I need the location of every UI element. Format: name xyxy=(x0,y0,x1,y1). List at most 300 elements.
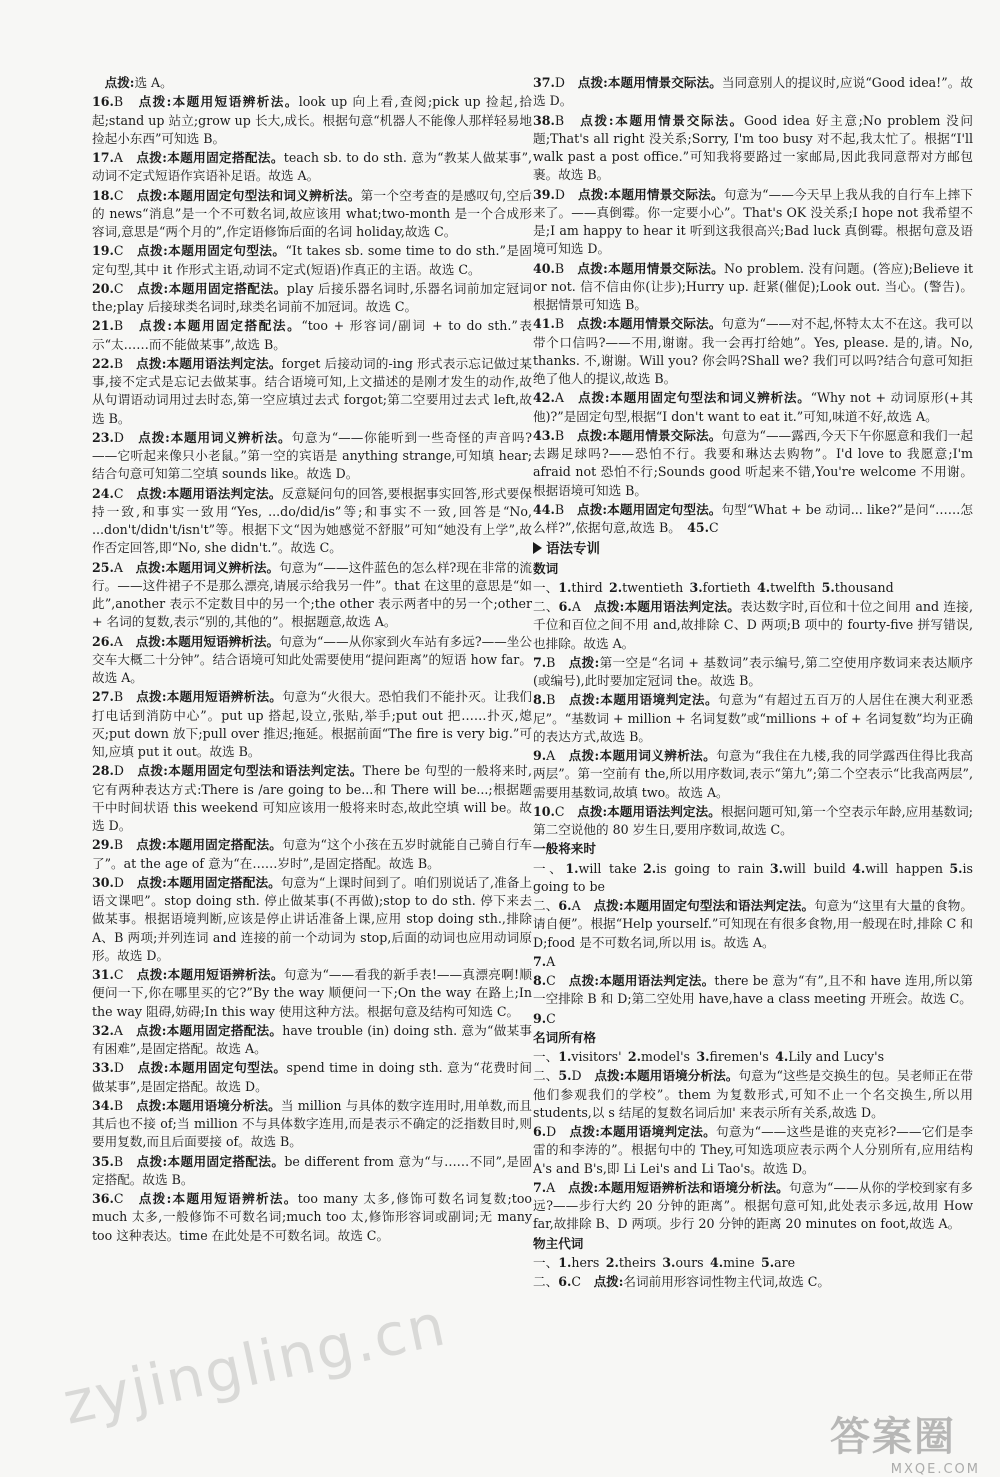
explanation-text: “It takes sb. some time to do sth.”是固定句型,其中 it 作形式主语,动词不定式(短语)作真正的主语。故选 C。 xyxy=(92,243,533,277)
method-keyword: 本题用固定句型法和语法判定法。 xyxy=(623,898,815,913)
hint-label: 点拨: xyxy=(136,485,167,501)
question-number: 44. xyxy=(533,501,555,517)
explanation-text: 句意为“这些是交换生的包。吴老师正在带他们参观我们的学校”。them 为复数形式,可知不止一个名交换生,所以用 students,以 s 结尾的复数名词后加' 来表示所有关系,故选 D。 xyxy=(533,1068,974,1120)
answer-letter: D xyxy=(113,1060,125,1076)
question-number: 7. xyxy=(533,953,547,969)
question-number: 20. xyxy=(92,280,114,296)
question-number: 8. xyxy=(533,973,547,988)
hint-label: 点拨: xyxy=(578,390,610,406)
question-number: 2. xyxy=(627,1049,642,1064)
answer-letter: D xyxy=(113,763,125,779)
fill-answer: theirs xyxy=(618,1254,656,1270)
explanation-text: there be 意为“有”,且不和 have 连用,所以第一空排除 B 和 D;第二空处用 have,have a class meeting 开班会。故选 C。 xyxy=(533,973,974,1007)
answer-entry xyxy=(533,747,973,802)
hint-label: 点拨: xyxy=(593,898,624,913)
question-number: 17. xyxy=(92,150,114,165)
question-number: 34. xyxy=(92,1097,114,1113)
logo-main: 答案圈 xyxy=(830,1414,956,1460)
part-label: 二、 xyxy=(533,1274,559,1289)
explanation-text: 反意疑问句的回答,要根据事实回答,形式要保持一致,和事实一致用“Yes, ...do/did/is”等;和事实不一致,回答是“No, ...don't/didn't/isn't”等。根据下文“因为她感觉不舒服”可知“她没有上学”,故作否定回答,即“No, she didn't.”。故选 C。 xyxy=(92,485,533,556)
answer-entry xyxy=(92,280,532,317)
method-keyword: 本题用语法判定法。 xyxy=(607,803,721,819)
question-number: 35. xyxy=(92,1153,114,1169)
question-number: 22. xyxy=(92,355,114,371)
question-number: 30. xyxy=(92,874,114,890)
answer-entry xyxy=(533,691,973,746)
explanation-text: 当同意别人的提议时,应说“Good idea!”。故选 D。 xyxy=(533,75,974,109)
explanation-text: 表达数字时,百位和十位之间用 and 连接,千位和百位之间不用 and,故排除 C、D 两项;B 项中的 fourty-five 拼写错误,也排除。故选 A。 xyxy=(533,599,974,651)
hint-label: 点拨: xyxy=(136,150,167,165)
question-number: 5. xyxy=(558,1068,572,1084)
part-label: 二、 xyxy=(533,898,559,913)
explanation-text: There be 句型的一般将来时,它有两种表达方式:There is /are going to be...和 There will be...;根据题干中时间状语 this weekend 可知应该用一般将来时态,故此空填 will be。故选 D。 xyxy=(92,763,533,833)
part-label: 二、 xyxy=(533,1068,559,1084)
method-keyword: 本题用固定搭配法。 xyxy=(168,280,287,296)
answer-entry xyxy=(533,803,973,840)
fill-answer: is going to be xyxy=(533,860,973,894)
explanation-text: 句意为“——从你的学校到家有多远?——步行大约 20 分钟的距离”。根据句意可知,此处表示多远,故用 How far,故排除 B、D 两项。步行 20 分钟的距离 20 minutes on foot,故选 A。 xyxy=(533,1179,974,1232)
question-number: 1. xyxy=(558,1254,572,1270)
fill-answer: ours xyxy=(675,1254,704,1270)
question-number: 1. xyxy=(558,1049,572,1064)
fill-answer: twentieth xyxy=(622,579,684,595)
explanation-text: 选 A。 xyxy=(134,75,173,90)
answer-letter: C xyxy=(113,243,124,259)
answer-entry xyxy=(92,485,532,558)
left-column xyxy=(92,74,532,1246)
hint-label: 点拨: xyxy=(136,187,168,203)
part-label: 一、 xyxy=(533,579,559,595)
fill-answer: mine xyxy=(723,1254,755,1270)
answer-entry xyxy=(533,186,973,259)
question-number: 28. xyxy=(92,763,114,779)
answer-letter: A xyxy=(554,390,565,406)
answer-entry xyxy=(92,93,532,148)
question-number: 42. xyxy=(533,390,555,406)
answer-letter: C xyxy=(113,485,124,501)
grammar-section-title xyxy=(533,540,973,558)
hint-label: 点拨: xyxy=(593,1274,624,1289)
hint-label: 点拨: xyxy=(136,355,167,371)
fill-answer: will happen xyxy=(865,860,944,876)
question-number: 8. xyxy=(533,692,547,708)
question-number: 39. xyxy=(533,186,555,202)
explanation-text: 句意为“——这些是谁的夹克衫?——它们是李雷的和李涛的”。根据句中的 They,可知选项应表示两个人分别所有,应用结构 A's and B's,即 Li Lei's and Li Tao's。故选 D。 xyxy=(533,1124,974,1176)
question-number: 21. xyxy=(92,318,114,334)
answer-entry xyxy=(92,559,532,632)
method-keyword: 本题用短语辨析法。 xyxy=(171,1191,298,1206)
question-number: 3. xyxy=(769,860,784,876)
explanation-text: 句意为“火很大。恐怕我们不能扑灭。让我们打电话到消防中心”。put up 搭起,设立,张贴,举手;put out 把……扑灭,熄灭;put down 放下;pull over 推迟;拖延。根据前面“The fire is very big.”可知,应填 put it out。故选 B。 xyxy=(92,689,532,759)
method-keyword: 本题用固定搭配法。 xyxy=(172,318,302,334)
answer-entry xyxy=(92,836,532,873)
triangle-icon xyxy=(533,542,542,554)
question-number: 6. xyxy=(558,599,572,614)
answer-letter: B xyxy=(113,1097,124,1113)
answer-letter: A xyxy=(113,559,124,575)
method-keyword: 本题用情景交际法。 xyxy=(608,186,724,202)
hint-label: 点拨: xyxy=(568,654,600,670)
hint-label: 点拨: xyxy=(136,1097,167,1113)
hint-label: 点拨: xyxy=(137,1060,169,1076)
method-keyword: 本题用词义辨析法。 xyxy=(599,748,717,763)
explanation-text: 根据问题可知,第一个空表示年龄,应用基数词;第二空说他的 80 岁生日,要用序数词,故选 C。 xyxy=(533,803,974,837)
answer-letter: A xyxy=(571,599,581,614)
explanation-text: 句意为“——今天早上我从我的自行车上摔下来了。——真倒霉。你一定要小心”。That's OK 没关系;I hope not 我希望不是;I am happy to hear it 听到这我很高兴;Bad luck 真倒霉。根据句意及语境可知选 D。 xyxy=(533,186,974,257)
method-keyword: 本题用固定搭配法。 xyxy=(166,1022,283,1038)
answer-entry xyxy=(92,149,532,186)
section-title: 数词 xyxy=(533,560,559,576)
hint-label: 点拨: xyxy=(136,967,168,982)
explanation-text: 句意为“我住在九楼,我的同学露西住得比我高两层”。第一空前有 the,所以用序数词,表示“第九”;第二个空表示“比我高两层”,需要用基数词,故填 two。故选 A。 xyxy=(533,748,973,800)
answer-entry xyxy=(92,1097,532,1152)
answer-entry xyxy=(533,1010,973,1028)
fill-answer: thousand xyxy=(834,579,894,595)
explanation-text: forget 后接动词的-ing 形式表示忘记做过某事,接不定式是忘记去做某事。结合语境可知,上文描述的是刚才发生的动作,故从句谓语动词用过去时态,第一空应填过去式 forgot;第二空要用过去式 left,故选 B。 xyxy=(92,355,533,426)
fill-answers xyxy=(533,1048,973,1066)
part-label: 一、 xyxy=(533,1049,559,1064)
hint-label: 点拨: xyxy=(138,429,170,445)
question-number: 6. xyxy=(558,898,572,913)
method-keyword: 本题用固定句型法。 xyxy=(607,501,722,517)
explanation-text: 句意为“——这件蓝色的怎么样?现在非常的流行。——这件裙子不是那么漂亮,请展示给我另一件”。that 在这里的意思是“如此”,another 表示不定数目中的另一个;the other 表示两者中的另一个;other + 名词的复数,表示“别的,其他的”。根据题意,故选 A。 xyxy=(92,559,533,630)
answer-letter: D xyxy=(113,874,125,890)
answer-letter: D xyxy=(554,186,566,202)
answer-entry xyxy=(533,598,973,653)
answer-entry xyxy=(92,187,532,242)
answer-letter: C xyxy=(113,187,124,203)
explanation-text: 当 million 与具体的数字连用时,用单数,而且其后也不接 of;当 million 不与具体数字连用,而是表示不确定的泛指数目时,则要用复数,而且后面要接 of。故选 B。 xyxy=(92,1097,533,1150)
section-title: 一般将来时 xyxy=(533,841,596,857)
method-keyword: 本题用语境判定法。 xyxy=(599,692,719,708)
hint-label: 点拨: xyxy=(136,837,167,853)
explanation-text: too many 太多,修饰可数名词复数;too much 太多,一般修饰不可数名词;much too 太,修饰形容词或副词;无 many too 这种表达。time 在此处是不可数名词。故选 C。 xyxy=(92,1191,533,1243)
method-keyword: 本题用固定句型法和词义辨析法。 xyxy=(167,187,361,203)
hint-label: 点拨: xyxy=(580,112,614,128)
method-keyword: 本题用情景交际法。 xyxy=(613,112,744,128)
method-keyword: 本题用固定搭配法。 xyxy=(166,874,281,890)
method-keyword: 本题用固定句型法。 xyxy=(168,1060,287,1076)
answer-entry xyxy=(92,429,532,484)
hint-label: 点拨: xyxy=(135,633,166,649)
hint-label: 点拨: xyxy=(137,280,169,296)
question-number: 2. xyxy=(605,1254,619,1270)
explanation-text: play 后接乐器名词时,乐器名词前加定冠词 the;play 后接球类名词时,球类名词前不加冠词。故选 C。 xyxy=(92,280,533,314)
answer-entry xyxy=(92,966,532,1021)
answer-entry xyxy=(533,1123,973,1178)
hint-label: 点拨: xyxy=(136,1022,167,1038)
question-number: 3. xyxy=(696,1049,710,1064)
hint-label: 点拨: xyxy=(577,427,608,443)
part-label: 一、 xyxy=(533,1254,559,1270)
answer-letter: B xyxy=(554,501,565,517)
question-number: 3. xyxy=(662,1254,676,1270)
explanation-text: 第一个空考查的是感叹句,空后的 news“消息”是一个不可数名词,故应该用 what;two-month 是一个合成形容词,意思是“两个月的”,作定语修饰后面的名词 holiday,故选 C。 xyxy=(92,187,533,239)
answer-letter: C xyxy=(113,1191,124,1206)
explanation-text: 句意为“有超过五百万的人居住在澳大利亚悉尼”。“基数词 + million + 名词复数”或“millions + of + 名词复数”均为正确的表达方式,故选 B。 xyxy=(533,692,973,744)
answer-entry xyxy=(92,242,532,279)
answer-letter: A xyxy=(546,748,556,763)
fill-answer: hers xyxy=(571,1254,600,1270)
question-number: 18. xyxy=(92,187,114,203)
hint-label: 点拨: xyxy=(577,803,608,819)
question-number: 4. xyxy=(775,1049,789,1064)
question-number: 16. xyxy=(92,94,114,110)
part-label: 二、 xyxy=(533,599,559,614)
site-watermark: zyjingling.cn xyxy=(57,1290,453,1438)
question-number: 41. xyxy=(533,316,555,332)
answer-letter: B xyxy=(546,654,556,670)
question-number: 4. xyxy=(756,579,771,595)
answer-letter: C xyxy=(709,520,719,535)
grammar-title-text: 语法专训 xyxy=(546,541,600,558)
answer-letter: C xyxy=(113,967,124,982)
question-number: 45. xyxy=(687,520,710,535)
answer-letter: A xyxy=(546,1179,556,1195)
method-keyword: 本题用语境判定法。 xyxy=(599,1124,717,1139)
method-keyword: 本题用短语辨析法。 xyxy=(166,689,283,705)
method-keyword: 本题用词义辨析法。 xyxy=(165,559,280,575)
answer-entry xyxy=(92,1059,532,1096)
method-keyword: 本题用语法判定法。 xyxy=(599,973,715,988)
answer-entry xyxy=(92,355,532,428)
question-number: 29. xyxy=(92,837,114,853)
question-number: 24. xyxy=(92,485,114,501)
fill-answer: visitors' xyxy=(571,1049,622,1064)
method-keyword: 本题用语境分析法。 xyxy=(166,1097,281,1113)
part-label: 一、 xyxy=(533,860,566,876)
answer-entry xyxy=(92,688,532,761)
hint-label: 点拨: xyxy=(569,692,600,708)
explanation-text: 句意为“这里有大量的食物。请自便”。根据“Help yourself.”可知现在有很多食物,用一般现在时,排除 C 和 D;food 是不可数名词,所以用 is。故选 A。 xyxy=(533,898,974,950)
question-number: 25. xyxy=(92,559,114,575)
answer-letter: B xyxy=(113,1153,124,1169)
method-keyword: 本题用固定搭配法。 xyxy=(167,1153,285,1169)
fill-answer: will build xyxy=(783,860,846,876)
hint-label: 点拨: xyxy=(577,316,608,332)
method-keyword: 本题用语境分析法。 xyxy=(624,1068,739,1084)
question-number: 9. xyxy=(533,1010,547,1026)
explanation-text: 句意为“——露西,今天下午你愿意和我们一起去踢足球吗?——恐怕不行。我要和琳达去购物”。I'd love to 我愿意;I'm afraid not 恐怕不行;Sounds good 听起来不错,You're welcome 不用谢。根据语境可知选 B。 xyxy=(533,427,973,498)
method-keyword: 本题用短语辨析法和语境分析法。 xyxy=(598,1179,789,1195)
question-number: 3. xyxy=(689,579,703,595)
answer-entry xyxy=(92,317,532,354)
hint-label: 点拨: xyxy=(137,243,168,259)
method-keyword: 本题用短语辨析法。 xyxy=(171,94,299,110)
question-number: 9. xyxy=(533,748,547,763)
answer-logo xyxy=(830,1405,980,1477)
explanation-text: 第一空是“名词 + 基数词”表示编号,第二空使用序数词来表达顺序(或编号),此时要加定冠词 the。故选 B。 xyxy=(533,654,973,688)
question-number: 2. xyxy=(642,860,657,876)
explanation-text: look up 向上看,查阅;pick up 捡起,拾起;stand up 站立;grow up 长大,成长。根据句意“机器人不能像人那样轻易地捡起小东西”可知选 B。 xyxy=(92,94,532,146)
answer-letter: B xyxy=(554,112,565,128)
hint-label: 点拨: xyxy=(138,318,173,334)
method-keyword: 本题用短语辨析法。 xyxy=(167,967,284,982)
section-title: 名词所有格 xyxy=(533,1029,596,1045)
answer-entry xyxy=(92,762,532,835)
method-keyword: 本题用固定搭配法。 xyxy=(166,150,284,165)
question-number: 5. xyxy=(949,860,963,876)
answer-letter: B xyxy=(113,318,124,334)
answer-letter: C xyxy=(571,1274,581,1289)
hint-label: 点拨: xyxy=(135,559,166,575)
fill-answer: are xyxy=(774,1254,796,1270)
question-number: 38. xyxy=(533,112,555,128)
fill-answer: Lily and Lucy's xyxy=(788,1049,885,1064)
answer-entry xyxy=(533,501,973,538)
question-number: 6. xyxy=(558,1274,572,1289)
question-number: 4. xyxy=(709,1254,724,1270)
answer-entry xyxy=(533,1179,973,1234)
answer-entry xyxy=(533,260,973,315)
question-number: 36. xyxy=(92,1191,114,1206)
answer-letter: B xyxy=(554,427,565,443)
fill-answer: will take xyxy=(578,860,637,876)
fill-answers xyxy=(533,579,973,597)
answer-entry xyxy=(533,389,973,426)
hint-label: 点拨: xyxy=(594,599,625,614)
explanation-text: 名词前用形容词性物主代词,故选 C。 xyxy=(623,1274,830,1289)
answer-entry xyxy=(92,874,532,965)
method-keyword: 本题用固定句型法。 xyxy=(167,243,286,259)
question-number: 2. xyxy=(608,579,623,595)
method-keyword: 本题用固定句型法和词义辨析法。 xyxy=(609,390,811,406)
hint-label: 点拨: xyxy=(577,501,608,517)
answer-letter: D xyxy=(571,1068,582,1084)
question-number: 27. xyxy=(92,689,114,705)
section-title: 物主代词 xyxy=(533,1235,584,1251)
hint-label: 点拨: xyxy=(568,973,600,988)
answer-entry xyxy=(533,427,973,500)
question-number: 40. xyxy=(533,260,555,276)
explanation-text: No problem. 没有问题。(答应);Believe it or not. 信不信由你(让步);Hurry up. 赶紧(催促);Look out. 当心。(警告)。根据情景可知选 B。 xyxy=(533,260,974,312)
answer-entry xyxy=(92,1153,532,1190)
answer-entry xyxy=(92,1022,532,1059)
answer-letter: A xyxy=(571,898,581,913)
answer-letter: D xyxy=(554,75,566,90)
question-number: 1. xyxy=(565,860,579,876)
question-number: 37. xyxy=(533,75,555,90)
question-number: 10. xyxy=(533,803,555,819)
method-keyword: 本题用语法判定法。 xyxy=(166,485,282,501)
answer-entry xyxy=(92,1190,532,1245)
answer-letter: B xyxy=(554,316,565,332)
question-number: 4. xyxy=(852,860,866,876)
fill-answer: twelfth xyxy=(770,579,816,595)
answer-entry xyxy=(533,972,973,1009)
method-keyword: 本题用固定句型法和语法判定法。 xyxy=(167,763,363,779)
explanation-text: “too + 形容词/副词 + to do sth.”表示“太……而不能做某事”,故选 B。 xyxy=(92,318,533,352)
method-keyword: 本题用短语辨析法。 xyxy=(165,633,280,649)
answer-letter: B xyxy=(113,689,124,705)
logo-sub: MXQE.COM xyxy=(890,1462,980,1477)
explanation-text: 句意为“——从你家到火车站有多远?——坐公交车大概二十分钟”。结合语境可知此处需要使用“提问距离”的短语 how far。故选 A。 xyxy=(92,633,532,685)
fill-answer: is going to rain xyxy=(656,860,764,876)
answer-entry xyxy=(92,633,532,688)
method-keyword: 本题用词义辨析法。 xyxy=(169,429,292,445)
method-keyword: 本题用情景交际法。 xyxy=(607,427,722,443)
fill-answers xyxy=(533,860,973,897)
question-number: 33. xyxy=(92,1060,114,1076)
question-number: 31. xyxy=(92,967,114,982)
question-number: 5. xyxy=(821,579,835,595)
answer-entry xyxy=(533,953,973,971)
answer-entry xyxy=(533,654,973,691)
explanation-text: 句型“What + be 动词... like?”是问“……怎么样?”,依据句意,故选 B。 xyxy=(533,501,974,535)
answer-letter: A xyxy=(113,633,124,649)
explanation-text: be different from 意为“与……不同”,是固定搭配。故选 B。 xyxy=(92,1153,533,1187)
explanation-text: Good idea 好主意;No problem 没问题;That's all right 没关系;Sorry, I'm too busy 对不起,我太忙了。根据“I'll walk past a post office.”可知我将要路过一家邮局,因此我同意帮对方邮包裹。故选 B。 xyxy=(533,112,974,183)
method-keyword: 本题用情景交际法。 xyxy=(607,260,724,276)
question-number: 5. xyxy=(760,1254,775,1270)
hint-label: 点拨: xyxy=(578,186,609,202)
method-keyword: 本题用情景交际法。 xyxy=(607,316,722,332)
hint-label: 点拨: xyxy=(136,689,167,705)
answer-entry xyxy=(533,74,973,111)
hint-label: 点拨: xyxy=(137,763,168,779)
answer-entry xyxy=(533,1067,973,1122)
answer-letter: A xyxy=(546,953,556,969)
method-keyword: 本题用固定搭配法。 xyxy=(166,837,283,853)
fill-answers xyxy=(533,1254,973,1272)
answer-letter: A xyxy=(113,1022,124,1038)
explanation-text: have trouble (in) doing sth. 意为“做某事有困难”,是固定搭配。故选 A。 xyxy=(92,1022,532,1056)
answer-letter: A xyxy=(113,150,124,165)
answer-letter: C xyxy=(554,803,565,819)
answer-letter: B xyxy=(554,260,565,276)
fill-answer: third xyxy=(571,579,603,595)
answer-letter: C xyxy=(546,1010,556,1026)
hint-label: 点拨: xyxy=(568,748,600,763)
answer-letter: B xyxy=(113,837,124,853)
question-number: 43. xyxy=(533,427,555,443)
method-keyword: 本题用情景交际法。 xyxy=(607,75,722,90)
answer-letter: B xyxy=(546,692,556,708)
answer-entry xyxy=(533,897,973,952)
question-number: 7. xyxy=(533,654,547,670)
question-number: 7. xyxy=(533,1179,547,1195)
explanation-text: “Why not + 动词原形(+其他)?”是固定句型,根据“I don't want to eat it.”可知,味道不好,故选 A。 xyxy=(533,390,974,424)
answer-entry xyxy=(533,112,973,185)
explanation-text: 句意为“——看我的新手表!——真漂亮啊!顺便问一下,你在哪里买的它?”By the way 顺便问一下;On the way 在路上;In the way 阻碍,妨碍;In this way 使用这种方法。根据句意及结构可知选 C。 xyxy=(92,967,533,1019)
fill-answer: firemen's xyxy=(709,1049,769,1064)
explanation-text: teach sb. to do sth. 意为“教某人做某事”,动词不定式短语作宾语补足语。故选 A。 xyxy=(92,150,533,184)
hint-label: 点拨: xyxy=(594,1068,625,1084)
hint-label: 点拨: xyxy=(568,1179,599,1195)
answer-letter: B xyxy=(113,94,124,110)
question-number: 1. xyxy=(558,579,572,595)
question-number: 23. xyxy=(92,429,114,445)
answer-letter: C xyxy=(546,973,556,988)
hint-label: 点拨: xyxy=(138,1191,172,1206)
hint-label: 点拨: xyxy=(577,75,608,90)
fill-answer: fortieth xyxy=(702,579,751,595)
hint-label: 点拨: xyxy=(104,75,135,90)
answer-entry xyxy=(92,74,532,92)
answer-letter: C xyxy=(113,280,124,296)
explanation-text: 句意为“——你能听到一些奇怪的声音吗?——它听起来像只小老鼠。”第一空的宾语是 anything strange,可知填 hear;结合句意可知第二空填 sounds like。故选 D。 xyxy=(92,429,532,482)
answer-letter: D xyxy=(546,1124,557,1139)
hint-label: 点拨: xyxy=(569,1124,600,1139)
question-number: 26. xyxy=(92,633,114,649)
method-keyword: 本题用语法判定法。 xyxy=(166,355,282,371)
explanation-text: 句意为“——对不起,怀特太太不在这。我可以带个口信吗?——不用,谢谢。我一会再打给她”。Yes, please. 是的,请。No, thanks. 不,谢谢。Will you? 你会吗?Shall we? 我们可以吗?结合句意可知拒绝了他人的提议,故选 B。 xyxy=(533,316,973,386)
fill-answer: model's xyxy=(641,1049,691,1064)
question-number: 19. xyxy=(92,243,114,259)
explanation-text: 句意为“上课时间到了。咱们别说话了,准备上语文课吧”。stop doing sth. 停止做某事(不再做);stop to do sth. 停下来去做某事。根据语境判断,应该是停止讲话准备上课,应用 stop doing sth.,排除 A、B 两项;并列连词 and 连接的前一个动词为 stop,后面的动词也应用动词原形。故选 D。 xyxy=(92,874,533,963)
answer-letter: B xyxy=(113,355,124,371)
right-column xyxy=(533,74,973,1292)
